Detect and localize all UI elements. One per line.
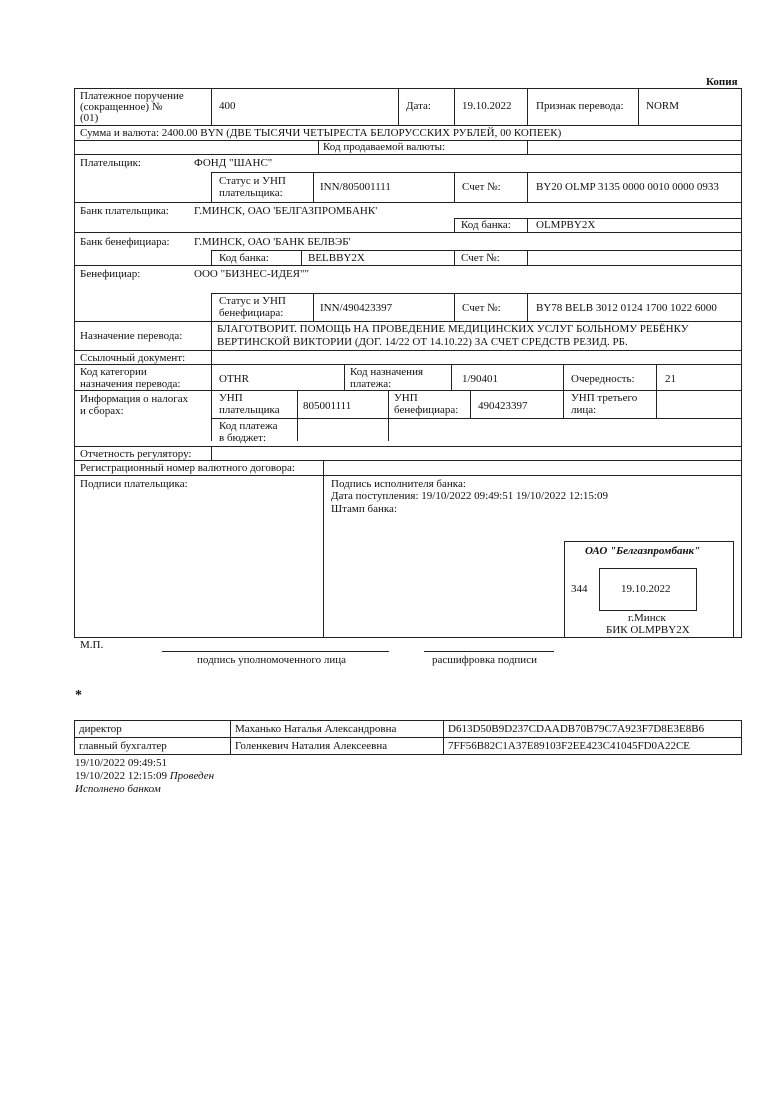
divider [211,172,212,202]
row-line [74,475,742,476]
row-line [211,172,742,173]
row-line [211,418,742,419]
payer-unp-label-l2: плательщика [219,404,280,416]
date-label: Дата: [406,100,431,112]
signer-role: директор [75,721,231,738]
signer-role: главный бухгалтер [75,738,231,755]
sold-currency-label: Код продаваемой валюты: [323,141,446,153]
divider [451,364,452,390]
third-unp-label-l2: лица: [571,404,597,416]
divider [313,293,314,321]
beneficiary-label: Бенефициар: [80,268,141,280]
payer-account-label: Счет №: [462,181,501,193]
signature-line [162,651,389,652]
signature-line [424,651,554,652]
row-line [211,250,742,251]
divider [527,250,528,265]
benef-unp-label-l2: бенефициара: [394,404,459,416]
contract-label: Регистрационный номер валютного договора: [80,462,295,474]
row-line [74,350,742,351]
order-date: 19.10.2022 [462,100,512,112]
log-line2-status: Проведен [169,770,215,782]
priority-label: Очередность: [571,373,635,385]
beneficiary-name: ООО "БИЗНЕС-ИДЕЯ"" [194,268,309,280]
payer-account: BY20 OLMP 3135 0000 0010 0000 0933 [536,181,719,193]
row-line [74,265,742,266]
divider [323,460,324,638]
divider [211,293,212,321]
divider [470,390,471,418]
beneficiary-inn: INN/490423397 [320,302,393,314]
category-label-l2: назначения перевода: [80,378,181,390]
divider [454,293,455,321]
auth-signature-label: подпись уполномоченного лица [197,654,346,666]
signers-table [74,720,742,755]
signer-hash: D613D50B9D237CDAADB70B79C7A923F7D8E3E8B6 [444,721,742,738]
payer-inn: INN/805001111 [320,181,391,193]
benef-bank-code: BELBBY2X [308,252,365,264]
purpose-label: Назначение перевода: [80,330,183,342]
copy-label: Копия [706,76,738,88]
log-line2-time: 19/10/2022 12:15:09 [75,770,167,782]
bank-stamp-label: Штамп банка: [331,503,397,515]
payer-signatures-label: Подписи плательщика: [80,478,188,490]
payment-code-label-l1: Код назначения [350,366,424,378]
divider [563,390,564,418]
regulator-label: Отчетность регулятору: [80,448,192,460]
divider [398,88,399,125]
stamp-number: 344 [571,583,588,595]
payer-status-label-l2: плательщика: [219,187,283,199]
payer-bank-code: OLMPBY2X [536,219,596,231]
payment-code: 1/90401 [462,373,499,385]
row-line [74,460,742,461]
purpose-line2: ВЕРТИНСКОЙ ВИКТОРИИ (ДОГ. 14/22 ОТ 14.10.22) ЗА СЧЕТ СРЕДСТВ РЕЗИД. РБ. [217,336,628,348]
divider [211,88,212,125]
order-title-l1: Платежное поручение [80,90,184,102]
priority: 21 [665,373,676,385]
order-number: 400 [219,100,236,112]
category-label-l1: Код категории [80,366,147,378]
signer-name: Маханько Наталья Александровна [231,721,444,738]
received-date: Дата поступления: 19/10/2022 09:49:51 19/10/2022 12:15:09 [331,490,608,502]
divider [388,390,389,441]
payer-status-label-l1: Статус и УНП [219,175,286,187]
divider [638,88,639,125]
benef-status-label-l2: бенефициара: [219,307,284,319]
stamp-date: 19.10.2022 [621,583,671,595]
divider [527,218,528,232]
purpose-line1: БЛАГОТВОРИТ. ПОМОЩЬ НА ПРОВЕДЕНИЕ МЕДИЦИНСКИХ УСЛУГ БОЛЬНОМУ РЕБЁНКУ [217,323,689,335]
payer-bank-code-label: Код банка: [461,219,511,231]
benef-bank-account-label: Счет №: [461,252,500,264]
beneficiary-account: BY78 BELB 3012 0124 1700 1022 6000 [536,302,717,314]
category-value: OTHR [219,373,249,385]
budget-code-label-l2: в бюджет: [219,432,266,444]
payer-unp: 805001111 [303,400,352,412]
divider [297,390,298,441]
amount-text: Сумма и валюта: 2400.00 BYN (ДВЕ ТЫСЯЧИ ЧЕТЫРЕСТА БЕЛОРУССКИХ РУБЛЕЙ, 00 КОПЕЕК) [80,127,562,139]
signature-decoding-label: расшифровка подписи [432,654,537,666]
divider [527,140,528,154]
stamp-bank-name: ОАО "Белгазпромбанк" [585,545,701,557]
payer-label: Плательщик: [80,157,141,169]
row-line [74,364,742,365]
row-line [74,232,742,233]
divider [454,172,455,202]
stamp-bik: БИК OLMPBY2X [606,624,690,636]
mp-label: М.П. [80,639,104,651]
divider [344,364,345,390]
divider [454,88,455,125]
payer-bank-name: Г.МИНСК, ОАО 'БЕЛГАЗПРОМБАНК' [194,205,378,217]
payer-name: ФОНД "ШАНС" [194,157,273,169]
row-line [74,202,742,203]
divider [656,364,657,390]
payment-code-label-l2: платежа: [350,378,392,390]
divider [527,88,528,125]
transfer-sign-label: Признак перевода: [536,100,624,112]
payer-bank-label: Банк плательщика: [80,205,169,217]
bank-signature-label: Подпись исполнителя банка: [331,478,466,490]
benef-unp-label-l1: УНП [394,392,418,404]
divider [211,446,212,460]
divider [656,390,657,418]
payer-unp-label-l1: УНП [219,392,243,404]
benef-bank-code-label: Код банка: [219,252,269,264]
benef-bank-name: Г.МИНСК, ОАО 'БАНК БЕЛВЭБ' [194,236,351,248]
transfer-sign: NORM [646,100,680,112]
asterisk: * [75,688,82,703]
divider [454,218,455,232]
divider [301,250,302,265]
divider [454,250,455,265]
stamp-city: г.Минск [628,612,666,624]
row-line [74,446,742,447]
tax-label-l1: Информация о налогах [80,393,189,405]
benef-unp: 490423397 [478,400,528,412]
log-line2 [75,770,214,782]
divider [527,172,528,202]
budget-code-label-l1: Код платежа [219,420,278,432]
divider [313,172,314,202]
row-line [211,293,742,294]
row-line [74,390,742,391]
divider [527,293,528,321]
tax-label-l2: и сборах: [80,405,124,417]
order-title-l2: (сокращенное) № [80,101,163,113]
table-row [75,721,742,738]
row-line [74,321,742,322]
row-line [74,154,742,155]
table-row [75,738,742,755]
divider [563,364,564,390]
signer-hash: 7FF56B82C1A37E89103F2EE423C41045FD0A22CE [444,738,742,755]
third-unp-label-l1: УНП третьего [571,392,638,404]
benef-account-label: Счет №: [462,302,501,314]
benef-bank-label: Банк бенефициара: [80,236,170,248]
order-title-l3: (01) [80,112,99,124]
reference-doc-label: Ссылочный документ: [80,352,186,364]
signer-name: Голенкевич Наталия Алексеевна [231,738,444,755]
log-line3: Исполнено банком [75,783,161,795]
log-line1: 19/10/2022 09:49:51 [75,757,167,769]
divider [318,140,319,154]
divider [211,321,212,441]
benef-status-label-l1: Статус и УНП [219,295,286,307]
divider [211,250,212,265]
row-line [74,125,742,126]
